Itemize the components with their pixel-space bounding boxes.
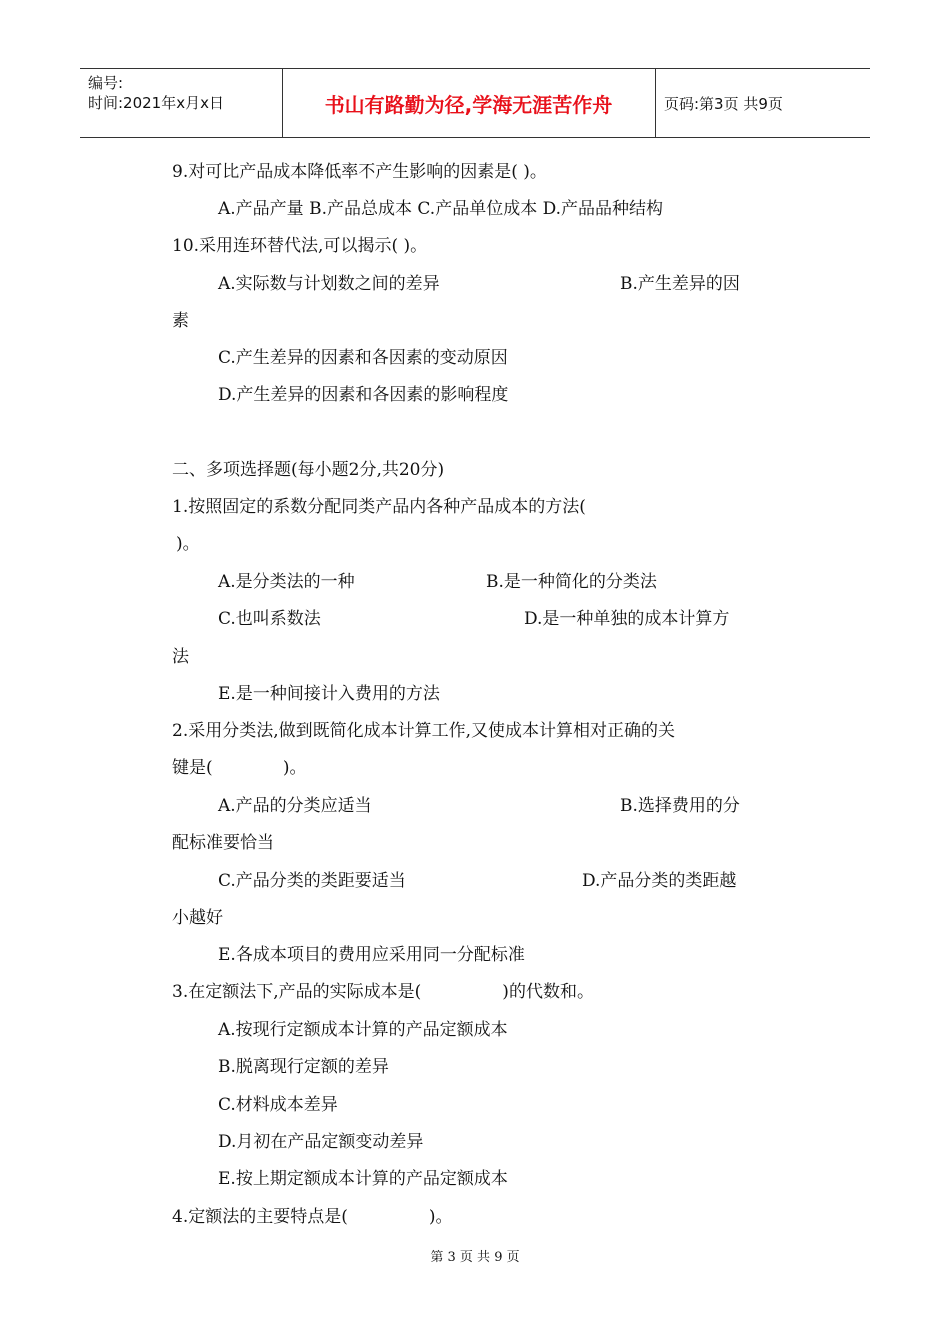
mq1-option-c: C.也叫系数法 [218,609,321,629]
section-heading: 二、多项选择题(每小题2分,共20分) [172,460,445,480]
mq1-option-a: A.是分类法的一种 [218,572,355,592]
mq2-option-e: E.各成本项目的费用应采用同一分配标准 [218,945,525,965]
mq1-option-d: D.是一种单独的成本计算方 [524,609,730,629]
q10-option-b: B.产生差异的因 [620,274,740,294]
mq2-option-b-cont: 配标准要恰当 [172,833,274,853]
mq1-option-b: B.是一种简化的分类法 [486,572,657,592]
header-info [88,73,224,113]
mq2-option-d: D.产品分类的类距越 [582,871,737,891]
header-page-code: 页码:第3页 共9页 [664,95,783,113]
header-motto: 书山有路勤为径,学海无涯苦作舟 [324,92,613,117]
q10-option-d: D.产生差异的因素和各因素的影响程度 [218,385,509,405]
mq-4: 4.定额法的主要特点是( )。 [172,1207,453,1227]
mq-2: 2.采用分类法,做到既简化成本计算工作,又使成本计算相对正确的关 [172,721,676,741]
mq2-option-b: B.选择费用的分 [620,796,740,816]
document-header [80,68,870,138]
number-label: 编号: [88,74,124,92]
mq3-option-d: D.月初在产品定额变动差异 [218,1132,424,1152]
mq-1: 1.按照固定的系数分配同类产品内各种产品成本的方法( [172,497,586,517]
mq3-option-b: B.脱离现行定额的差异 [218,1057,389,1077]
q10-option-c: C.产生差异的因素和各因素的变动原因 [218,348,508,368]
mq2-option-c: C.产品分类的类距要适当 [218,871,406,891]
mq1-option-d-cont: 法 [172,647,189,667]
question-10: 10.采用连环替代法,可以揭示( )。 [172,236,428,256]
mq3-option-a: A.按现行定额成本计算的产品定额成本 [218,1020,508,1040]
header-divider [655,69,656,137]
mq2-option-d-cont: 小越好 [172,908,223,928]
mq3-option-c: C.材料成本差异 [218,1095,338,1115]
mq-2-cont: 键是( )。 [172,758,307,778]
mq1-option-e: E.是一种间接计入费用的方法 [218,684,440,704]
q10-option-a: A.实际数与计划数之间的差异 [218,274,440,294]
q9-options: A.产品产量 B.产品总成本 C.产品单位成本 D.产品品种结构 [218,199,664,219]
mq-1-cont: )。 [176,534,200,554]
time-label: 时间:2021年x月x日 [88,94,224,112]
mq3-option-e: E.按上期定额成本计算的产品定额成本 [218,1169,508,1189]
mq2-option-a: A.产品的分类应适当 [218,796,372,816]
q10-option-b-cont: 素 [172,311,189,331]
question-9: 9.对可比产品成本降低率不产生影响的因素是( )。 [172,162,547,182]
page-footer: 第 3 页 共 9 页 [430,1250,520,1265]
mq-3: 3.在定额法下,产品的实际成本是( )的代数和。 [172,982,594,1002]
